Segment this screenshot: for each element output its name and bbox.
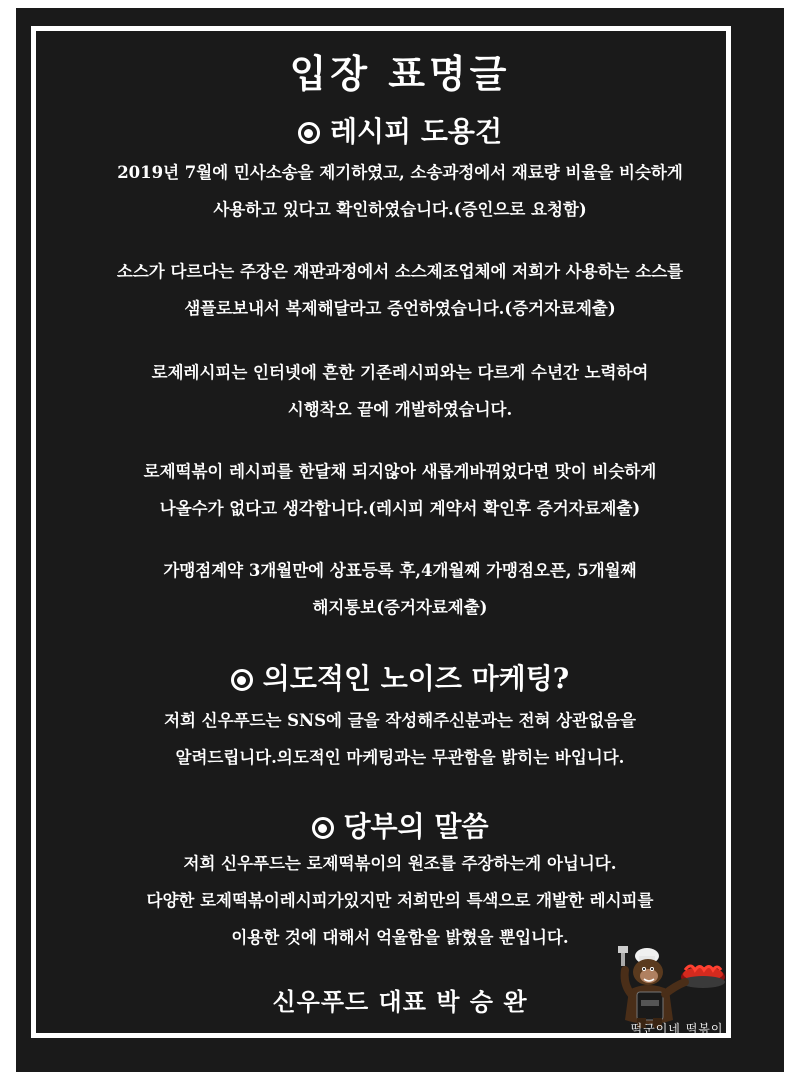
circle-bullet-icon <box>298 122 320 144</box>
page-title: 입장 표명글 <box>289 51 511 96</box>
section-heading-request: 당부의 말씀 <box>0 809 800 845</box>
circle-bullet-icon <box>312 817 334 839</box>
section-heading-marketing: 의도적인 노이즈 마케팅? <box>0 661 800 697</box>
logo-caption: 떡군이네 떡볶이 <box>630 1022 724 1036</box>
section-heading-recipe: 레시피 도용건 <box>0 114 800 150</box>
circle-bullet-icon <box>231 669 253 691</box>
paragraph: 가맹점계약 3개월만에 상표등록 후,4개월째 가맹점오픈, 5개월째 해지통보(증거자료제출) <box>163 561 637 617</box>
paragraph: 2019년 7월에 민사소송을 제기하였고, 소송과정에서 재료량 비율을 비슷하게 사용하고 있다고 확인하였습니다.(증인으로 요청함) <box>117 163 683 219</box>
paragraph: 저희 신우푸드는 SNS에 글을 작성해주신분과는 전혀 상관없음을 알려드립니다.의도적인 마케팅과는 무관함을 밝히는 바입니다. <box>164 711 636 767</box>
paragraph: 로제떡볶이 레시피를 한달채 되지않아 새롭게바꿔었다면 맛이 비슷하게 나올수가 없다고 생각합니다.(레시피 계약서 확인후 증거자료제출) <box>143 462 657 518</box>
signature: 신우푸드 대표 박 승 완 <box>272 987 528 1016</box>
paragraph: 저희 신우푸드는 로제떡볶이의 원조를 주장하는게 아닙니다. 다양한 로제떡볶이레시피가있지만 저희만의 특색으로 개발한 레시피를 이용한 것에 대해서 억울함을 밝혔을 뿐입니다. <box>146 854 654 947</box>
paragraph: 소스가 다르다는 주장은 재판과정에서 소스제조업체에 저희가 사용하는 소스를 샘플로보내서 복제해달라고 증언하였습니다.(증거자료제출) <box>116 262 684 318</box>
paragraph: 로제레시피는 인터넷에 흔한 기존레시피와는 다르게 수년간 노력하여 시행착오 끝에 개발하였습니다. <box>151 363 649 419</box>
